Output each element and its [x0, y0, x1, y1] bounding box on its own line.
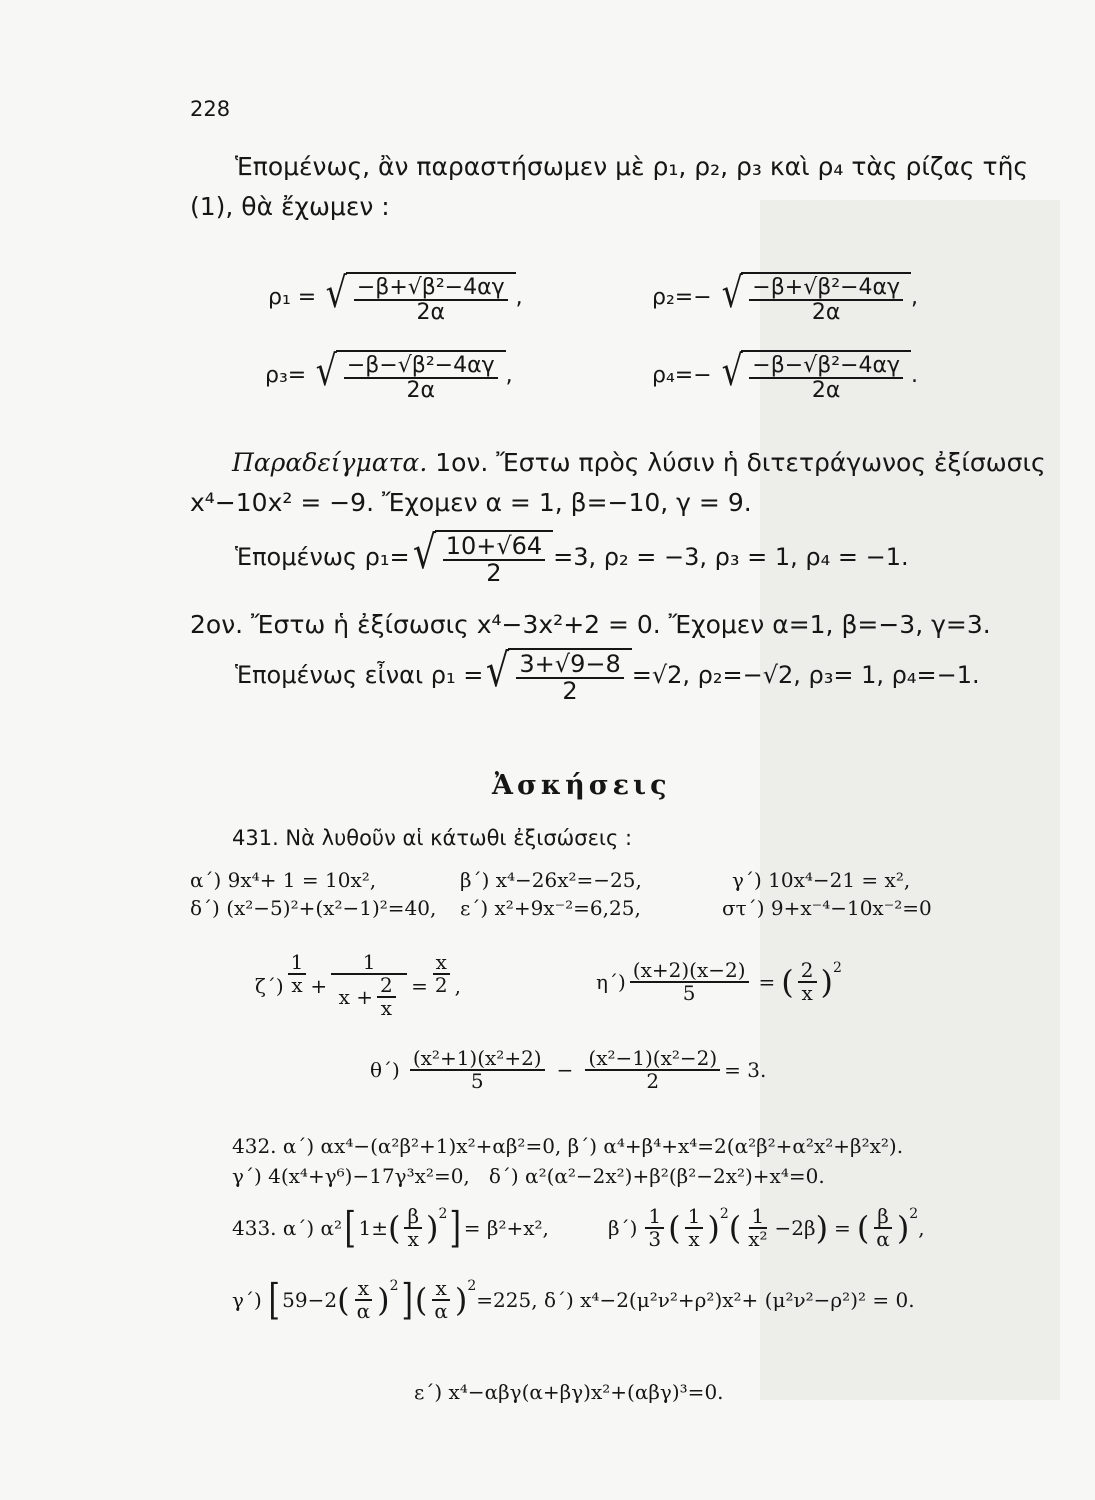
th-frac-2 [585, 1048, 720, 1092]
e433b-label: β΄) [608, 1216, 638, 1240]
e433b-den-4: α [876, 1227, 890, 1251]
h-rnum: 2 [798, 960, 817, 983]
z-den-2-x: x + [338, 984, 373, 1009]
z-num-1: 1 [288, 952, 307, 975]
e433g-exp-1: 2 [389, 1278, 399, 1294]
root-rho1-label: ρ₁ = [268, 285, 317, 311]
exercise-431-intro: 431. Νὰ λυθοῦν αἱ κάτωθι ἐξισώσεις : [232, 826, 633, 850]
sqrt-example-2: √ $\frac{3+√9-8}{2}$ [483, 648, 631, 704]
e433g-den-2: α [434, 1299, 448, 1323]
rho3-comma: , [505, 363, 513, 389]
intro-line-1: Ἑπομένως, ἂν παραστήσωμεν μὲ ρ₁, ρ₂, ρ₃ καὶ ρ₄ τὰς ρίζας τῆς [235, 152, 1029, 181]
z-frac-1 [288, 952, 307, 996]
z-den-2 [336, 975, 403, 1019]
page-number: 228 [190, 97, 231, 121]
exercise-433-g [232, 1275, 915, 1324]
th-frac-1 [410, 1048, 545, 1092]
e433b-num-2: 1 [685, 1206, 704, 1229]
exercise-431-a: α΄) 9x⁴+ 1 = 10x², [190, 868, 377, 892]
exercises-title: Ἀσκήσεις [492, 770, 671, 801]
root-rho4-label: ρ₄=− [652, 363, 712, 389]
th-tail: = 3. [724, 1058, 767, 1082]
z-den-3: 2 [434, 973, 448, 997]
e433a-lbracket: [ [344, 1203, 357, 1252]
e433b-rparen-1: ) [707, 1209, 720, 1247]
sqrt-rho2: √ $\frac{\text{−β+√β²−4αγ}}{2\alpha}$ [719, 272, 911, 324]
sqrt-rho4: √ $\frac{\text{−β−√β²−4αγ}}{2\alpha}$ [719, 350, 911, 402]
e433b-rparen-2: ) [815, 1209, 829, 1247]
example-1-denominator: 2 [486, 559, 502, 588]
e433b-frac-2 [685, 1206, 704, 1250]
e433g-num-2: x [432, 1278, 449, 1301]
root-rho2-label: ρ₂=− [652, 285, 712, 311]
root-rho2 [652, 268, 919, 326]
e433g-tail: =225, δ΄) x⁴−2(μ²ν²+ρ²)x²+ (μ²ν²−ρ²)² = 0. [476, 1288, 915, 1312]
rho3-denominator: 2α [406, 378, 435, 404]
e433b-num-1: 1 [645, 1206, 664, 1229]
e433a-rbracket: ] [449, 1203, 462, 1252]
example-2-result-tail: =√2, ρ₂=−√2, ρ₃= 1, ρ₄=−1. [631, 661, 980, 690]
e433b-frac-3 [745, 1206, 770, 1250]
rho4-numerator: −β−√β²−4αγ [749, 354, 903, 379]
th-den-2: 2 [646, 1069, 660, 1093]
example-2-result [235, 644, 980, 706]
e433a-num: β [404, 1206, 422, 1229]
e433a-frac [404, 1206, 422, 1250]
h-rden: x [801, 981, 813, 1005]
example-1-result-tail: =3, ρ₂ = −3, ρ₃ = 1, ρ₄ = −1. [553, 543, 909, 572]
e433b-num-4: β [874, 1206, 892, 1229]
z-num-2: 1 [331, 952, 407, 975]
th-num-2: (x²−1)(x²−2) [585, 1048, 720, 1071]
e433b-equals: = [834, 1216, 851, 1240]
e433g-rbracket: ] [400, 1275, 413, 1324]
e433g-lparen-2: ( [414, 1281, 428, 1319]
example-1-result-label: Ἑπομένως ρ₁= [235, 543, 410, 572]
example-1-numerator: 10+√64 [443, 534, 545, 561]
e433g-frac-2 [431, 1278, 451, 1322]
e433g-frac-1 [354, 1278, 374, 1322]
root-rho4 [652, 346, 919, 404]
e433b-frac-1 [645, 1206, 664, 1250]
exercise-432-line-1: 432. α΄) αx⁴−(α²β²+1)x²+αβ²=0, β΄) α⁴+β⁴+x⁴=2(α²β²+α²x²+β²x²). [232, 1134, 904, 1158]
rho2-comma: , [911, 285, 919, 311]
z-inner-num: 2 [377, 975, 396, 998]
exercise-431-e: ε΄) x²+9x⁻²=6,25, [460, 896, 641, 920]
example-2-denominator: 2 [562, 677, 578, 706]
exercise-431-z [255, 952, 461, 1019]
example-1-equation: x⁴−10x² = −9. Ἔχομεν α = 1, β=−10, γ = 9. [190, 488, 752, 517]
exercise-433-a [232, 1203, 549, 1252]
sqrt-rho3: √ $\frac{\text{−β−√β²−4αγ}}{2\alpha}$ [313, 350, 505, 402]
exercise-431-h [596, 960, 842, 1004]
h-den: 5 [682, 981, 696, 1005]
e433g-lparen-1: ( [337, 1281, 350, 1319]
h-num: (x+2)(x−2) [630, 960, 749, 983]
e433g-den-1: α [356, 1299, 371, 1323]
exercise-432-line-2: γ΄) 4(x⁴+γ⁶)−17γ³x²=0, δ΄) α²(α²−2x²)+β²(β²−2x²)+x⁴=0. [232, 1164, 825, 1188]
root-rho1 [268, 268, 523, 326]
e433b-den-2: x [688, 1227, 700, 1251]
h-rfrac [798, 960, 817, 1004]
example-2-text: 2ον. Ἔστω ἡ ἐξίσωσις x⁴−3x²+2 = 0. Ἔχομεν α=1, β=−3, γ=3. [190, 610, 991, 639]
exercise-431-d: δ΄) (x²−5)²+(x²−1)²=40, [190, 896, 437, 920]
z-equals: = [411, 974, 428, 998]
e433b-den-1: 3 [648, 1227, 662, 1251]
th-num-1: (x²+1)(x²+2) [410, 1048, 545, 1071]
e433b-num-3: 1 [749, 1206, 768, 1229]
z-label: ζ΄) [255, 974, 284, 998]
e433g-lbracket: [ [268, 1275, 280, 1324]
e433a-exp: 2 [438, 1206, 448, 1222]
example-1-text: 1ον. Ἔστω πρὸς λύσιν ἡ διτετράγωνος ἐξίσωσις [435, 448, 1046, 477]
example-2-numerator: 3+√9−8 [516, 652, 623, 679]
z-num-3: x [433, 952, 450, 975]
example-2-result-label: Ἑπομένως εἶναι ρ₁ = [235, 661, 484, 690]
root-rho3-label: ρ₃= [265, 363, 307, 389]
e433b-exp-1: 2 [719, 1206, 729, 1222]
rho4-denominator: 2α [811, 378, 841, 404]
z-inner-den: x [380, 996, 392, 1020]
z-frac-2 [331, 952, 407, 1019]
rho1-denominator: 2α [416, 300, 445, 326]
h-label: η΄) [596, 970, 626, 994]
root-rho3 [265, 346, 513, 404]
e433a-lparen: ( [387, 1209, 401, 1247]
e433a-inner: 1± [358, 1216, 388, 1240]
intro-line-2: (1), θὰ ἔχωμεν : [190, 192, 390, 221]
e433b-minus: −2β [774, 1216, 816, 1240]
exercise-431-c: γ΄) 10x⁴−21 = x², [732, 868, 911, 892]
e433b-rparen-3: ) [896, 1209, 910, 1247]
example-1-line [232, 448, 1046, 477]
th-minus: − [556, 1058, 574, 1082]
rho2-denominator: 2α [811, 300, 841, 326]
rho3-numerator: −β−√β²−4αγ [344, 354, 498, 379]
example-1-result [235, 526, 909, 588]
th-label: θ΄) [370, 1058, 400, 1082]
z-den-1: x [291, 973, 303, 997]
exercise-431-st: στ΄) 9+x⁻⁴−10x⁻²=0 [722, 896, 932, 920]
e433b-lparen-1: ( [668, 1209, 681, 1247]
e433a-label: 433. α΄) α² [232, 1216, 343, 1240]
e433g-rparen-2: ) [454, 1281, 468, 1319]
exercise-433-e: ε΄) x⁴−αβγ(α+βγ)x²+(αβγ)³=0. [414, 1380, 724, 1404]
e433b-lparen-2: ( [728, 1209, 742, 1247]
e433b-frac-4 [873, 1206, 893, 1250]
z-inner-frac [377, 975, 396, 1019]
e433g-num-1: x [355, 1278, 372, 1301]
e433b-comma: , [918, 1216, 925, 1240]
h-rparen: ) [820, 963, 833, 1001]
h-equals: = [758, 970, 776, 994]
z-plus: + [310, 974, 328, 998]
e433b-exp-2: 2 [909, 1206, 919, 1222]
e433b-den-3: x² [748, 1227, 768, 1251]
rho1-numerator: −β+√β²−4αγ [354, 276, 508, 301]
e433b-lparen-3: ( [856, 1209, 870, 1247]
rho2-numerator: −β+√β²−4αγ [749, 276, 903, 301]
h-frac [630, 960, 749, 1004]
e433a-tail: = β²+x², [463, 1216, 549, 1240]
h-exponent: 2 [833, 960, 842, 976]
e433g-inner: 59−2 [282, 1288, 338, 1312]
h-lparen: ( [781, 963, 794, 1001]
e433a-rparen: ) [426, 1209, 439, 1247]
exercise-433-b [608, 1206, 925, 1250]
e433g-label: γ΄) [232, 1288, 262, 1312]
examples-heading: Παραδείγματα. [232, 448, 428, 477]
sqrt-example-1: √ $\frac{10+√64}{2}$ [410, 530, 554, 586]
e433g-rparen-1: ) [377, 1281, 390, 1319]
z-comma: , [454, 974, 462, 998]
e433a-den: x [407, 1227, 419, 1251]
sqrt-rho1: √ $\frac{\text{−β+√β²−4αγ}}{2\alpha}$ [323, 272, 515, 324]
th-den-1: 5 [470, 1069, 484, 1093]
exercise-431-th [370, 1048, 766, 1092]
rho4-period: . [911, 363, 919, 389]
z-frac-3 [432, 952, 451, 996]
rho1-comma: , [515, 285, 523, 311]
e433g-exp-2: 2 [467, 1278, 477, 1294]
exercise-431-b: β΄) x⁴−26x²=−25, [460, 868, 642, 892]
